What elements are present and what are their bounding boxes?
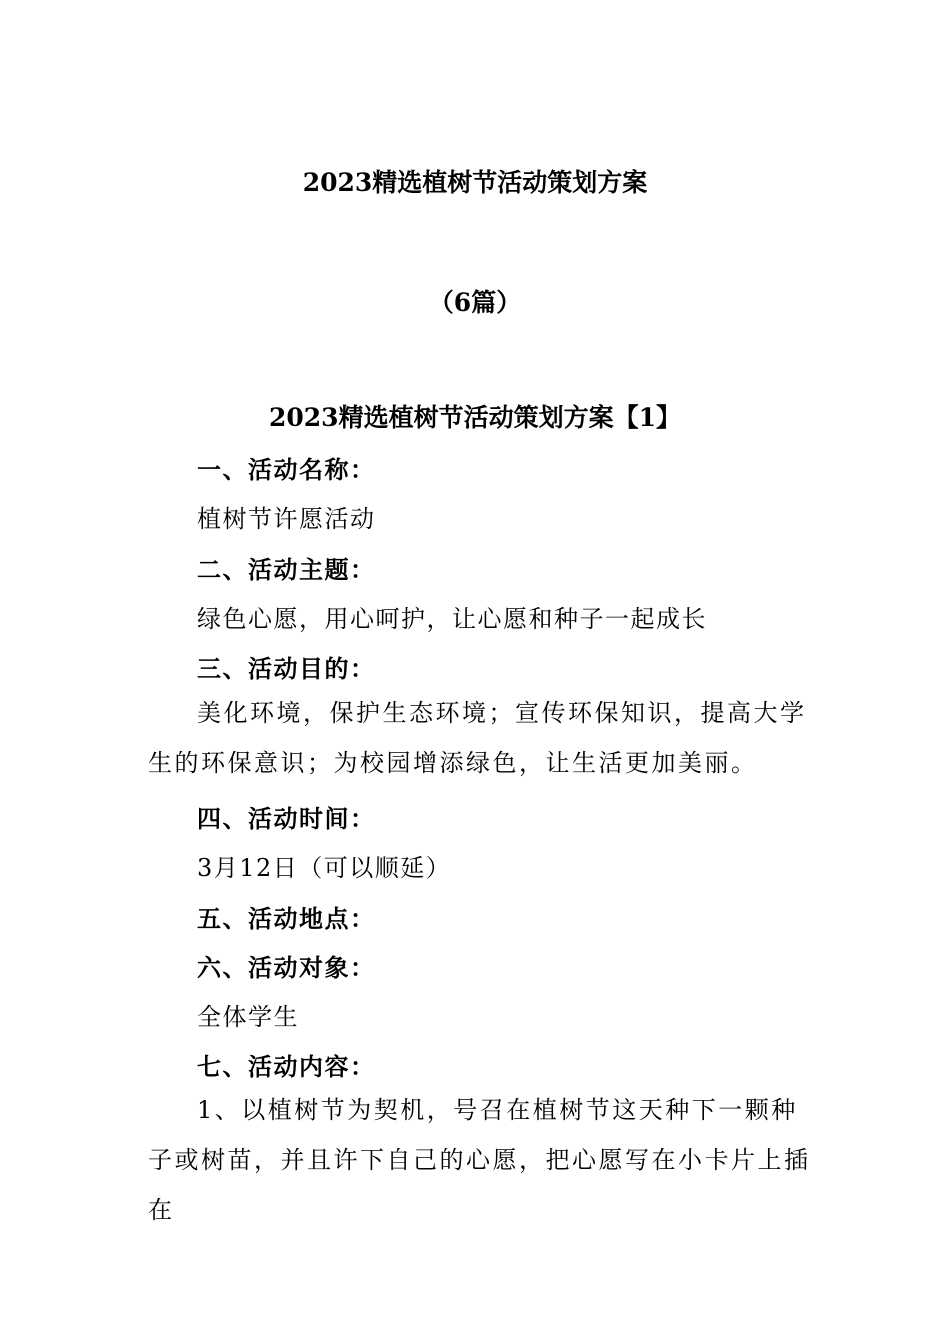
heading-activity-location: 五、活动地点： (197, 905, 376, 933)
heading-activity-target: 六、活动对象： (197, 954, 376, 982)
heading-activity-name: 一、活动名称： (197, 456, 376, 484)
section-title: 2023精选植树节活动策划方案【1】 (269, 403, 681, 432)
document-title: 2023精选植树节活动策划方案 (302, 168, 648, 197)
text-activity-name: 植树节许愿活动 (197, 505, 376, 533)
text-activity-purpose: 美化环境，保护生态环境；宣传环保知识，提高大学生的环保意识；为校园增添绿色，让生活更加美丽。 (148, 699, 807, 777)
heading-activity-time: 四、活动时间： (197, 805, 376, 833)
text-activity-target: 全体学生 (197, 1003, 299, 1031)
heading-activity-content: 七、活动内容： (197, 1053, 376, 1081)
heading-activity-purpose: 三、活动目的： (197, 655, 376, 683)
text-activity-content: 1、以植树节为契机，号召在植树节这天种下一颗种子或树苗，并且许下自己的心愿，把心愿写在小卡片上插在 (148, 1096, 811, 1224)
document-subtitle: （6篇） (428, 288, 522, 317)
text-activity-time: 3月12日（可以顺延） (197, 854, 452, 882)
heading-activity-theme: 二、活动主题： (197, 556, 376, 584)
text-activity-theme: 绿色心愿，用心呵护，让心愿和种子一起成长 (197, 605, 707, 633)
